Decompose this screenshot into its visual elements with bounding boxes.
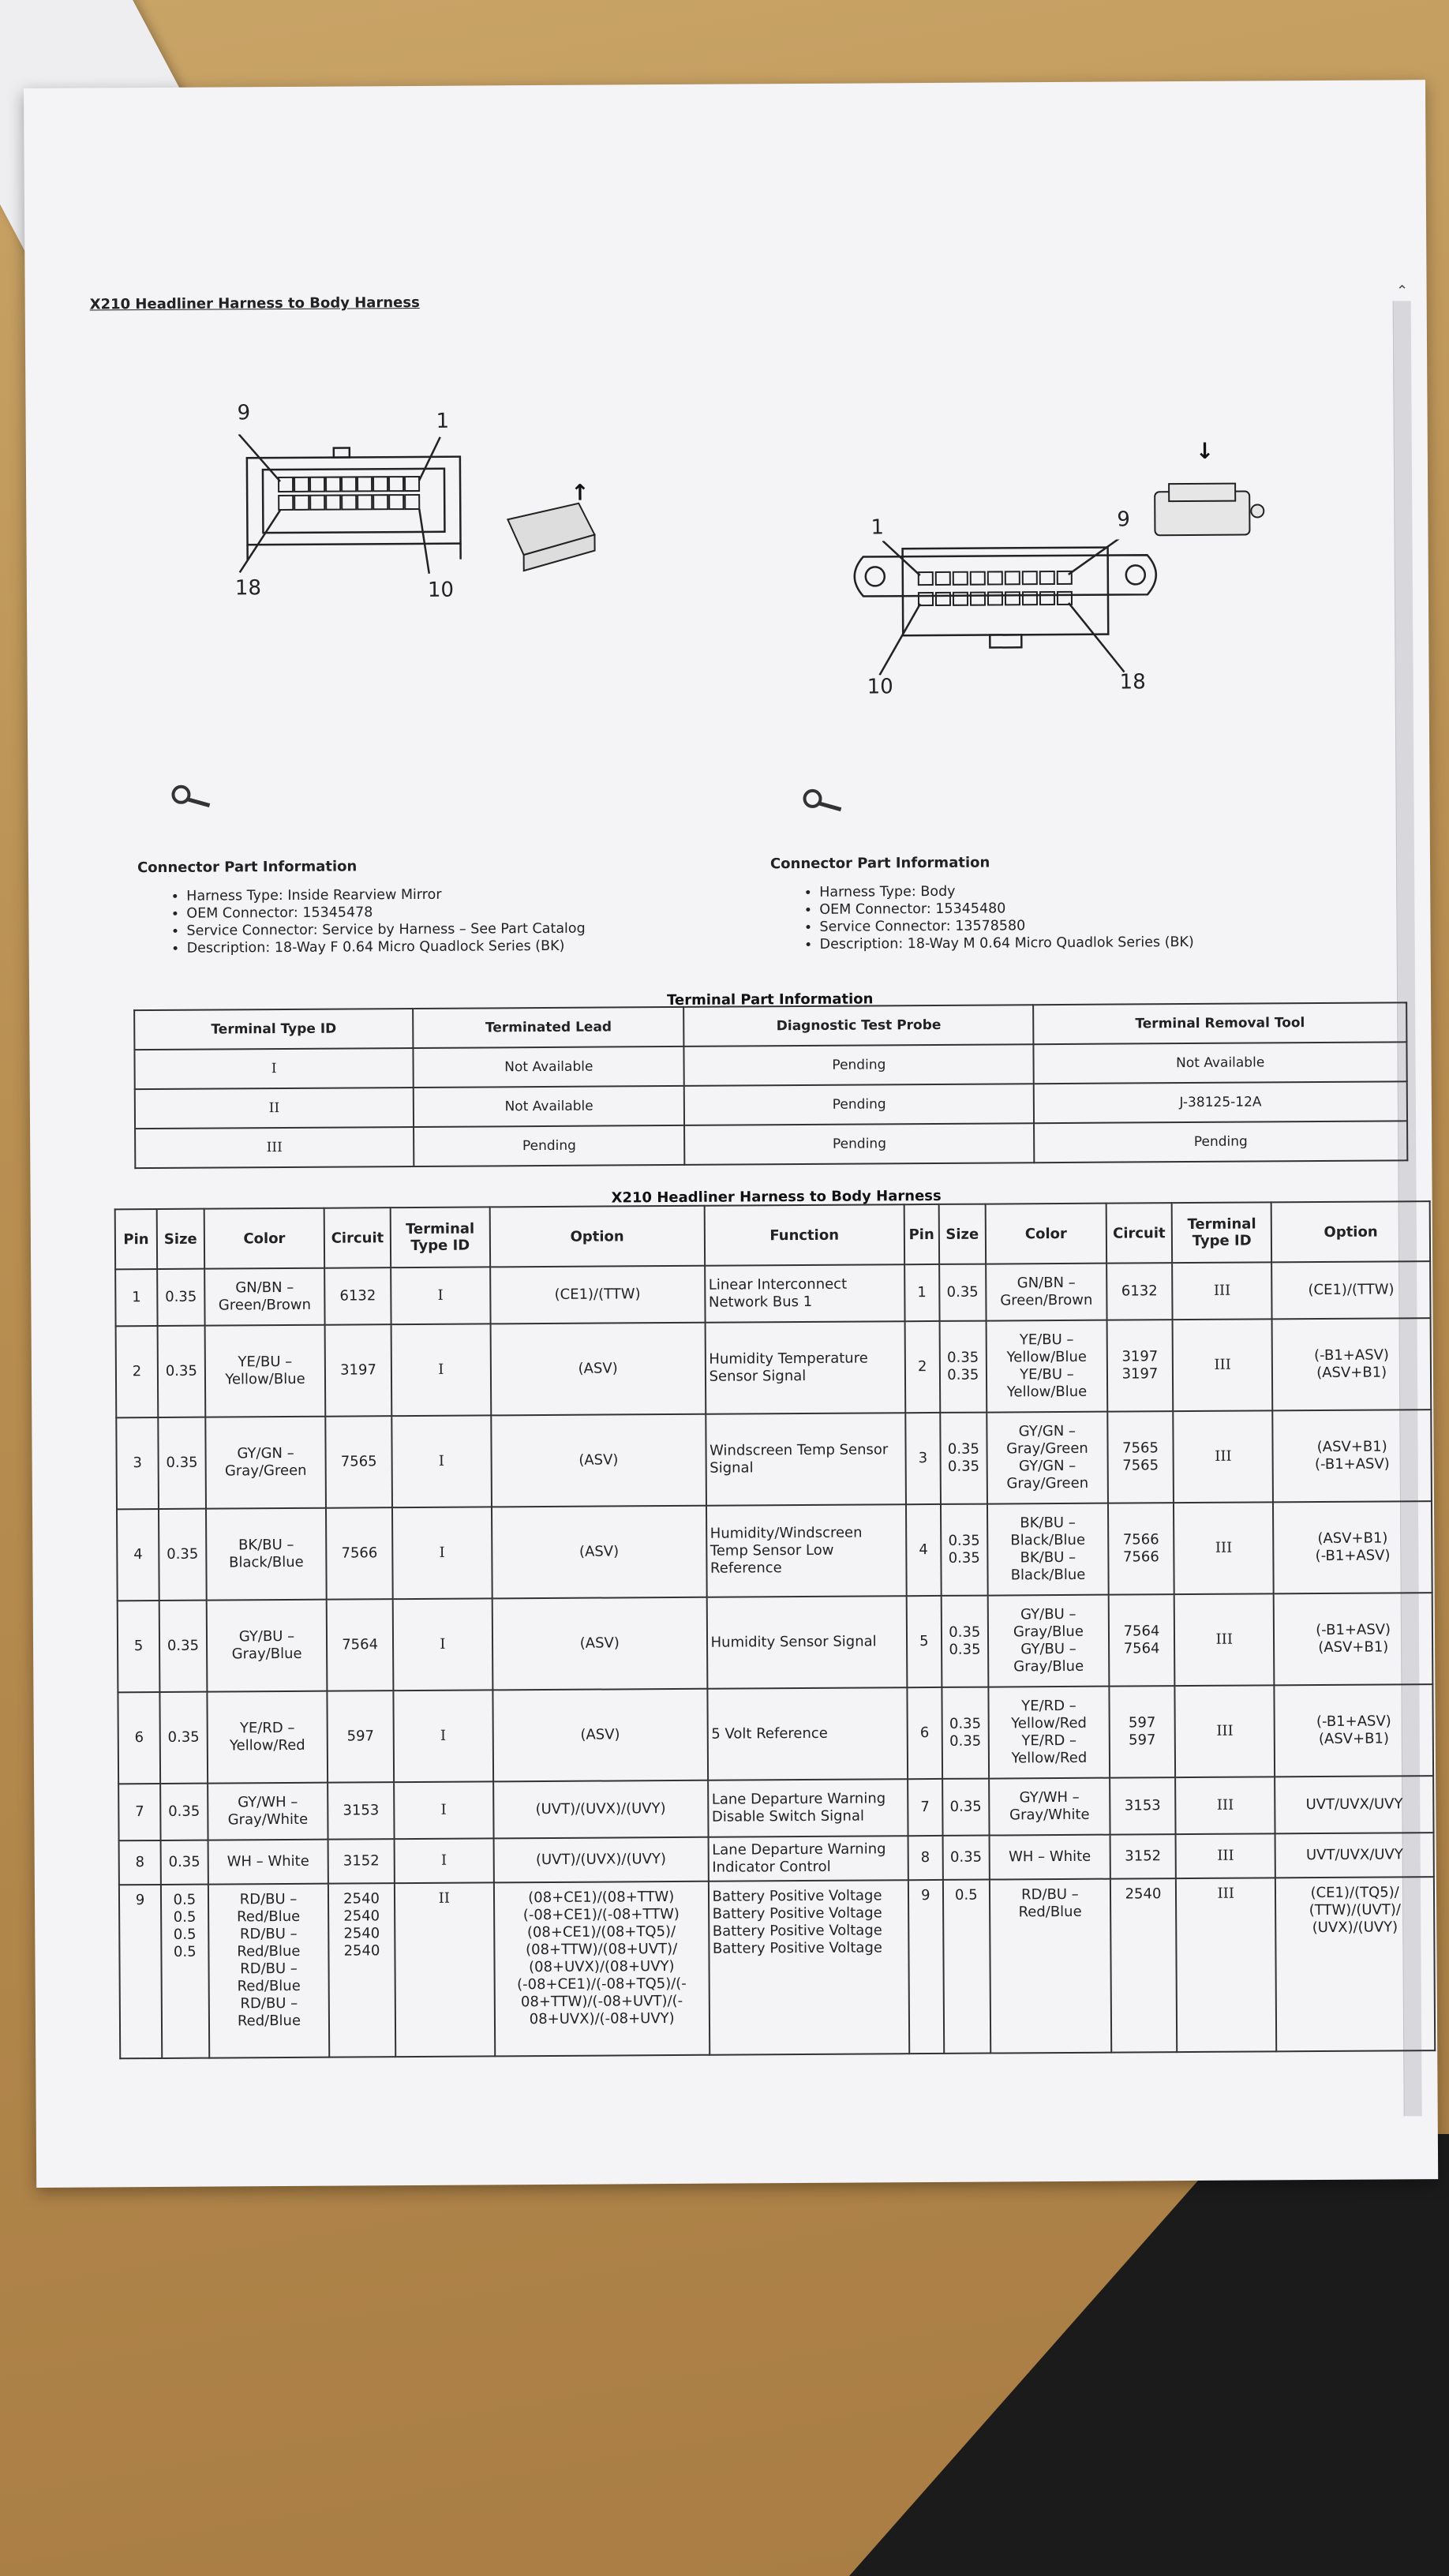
table-row — [116, 1318, 1432, 1417]
table-cell: I — [391, 1324, 491, 1416]
right-pin-label-9: 9 — [1117, 507, 1131, 532]
table-cell: (UVT)/(UVX)/(UVY) — [493, 1780, 708, 1839]
table-cell: 6132 — [1106, 1263, 1173, 1320]
table-cell: III — [1174, 1502, 1274, 1594]
left-pin-label-10: 10 — [427, 578, 455, 602]
table-cell: 0.5 0.5 0.5 0.5 — [161, 1885, 209, 2058]
table-cell: III — [1175, 1685, 1275, 1777]
table-header-row — [115, 1201, 1430, 1269]
table-header: Function — [704, 1204, 904, 1266]
right-info-title: Connector Part Information — [769, 854, 990, 873]
table-cell: YE/RD – Yellow/Red — [207, 1691, 328, 1784]
table-header: Terminal Type ID — [390, 1207, 490, 1267]
table-cell: Lane Departure Warning Indicator Control — [708, 1836, 908, 1881]
table-cell: 0.35 0.35 — [939, 1321, 987, 1413]
table-cell: (ASV) — [492, 1506, 706, 1599]
table-cell: YE/BU – Yellow/Blue — [204, 1325, 325, 1417]
table-cell: 0.35 0.35 — [941, 1596, 988, 1687]
table-cell: GY/GN – Gray/Green — [205, 1417, 326, 1509]
table-cell: 0.35 — [939, 1264, 987, 1321]
table-cell: GY/WH – Gray/White — [208, 1783, 328, 1840]
table-cell: 6 — [907, 1687, 942, 1779]
left-info-title: Connector Part Information — [137, 858, 358, 877]
right-connector-diagram — [840, 539, 1172, 676]
table-cell: III — [1176, 1878, 1277, 2052]
table-cell: Humidity Temperature Sensor Signal — [705, 1321, 905, 1414]
table-cell: GY/GN – Gray/Green GY/GN – Gray/Green — [987, 1412, 1107, 1504]
table-cell: Not Available — [1034, 1042, 1407, 1084]
table-cell: Pending — [414, 1125, 685, 1166]
table-header: Size — [938, 1204, 986, 1264]
table-row — [119, 1833, 1434, 1885]
table-cell: 0.35 — [157, 1269, 204, 1326]
table-cell: 3 — [116, 1417, 159, 1509]
table-cell: Pending — [684, 1123, 1034, 1165]
table-cell: III — [1174, 1593, 1275, 1686]
table-cell: GY/BU – Gray/Blue GY/BU – Gray/Blue — [988, 1595, 1109, 1687]
scroll-up-icon[interactable]: ⌃ — [1395, 283, 1409, 300]
table-cell: 3152 — [328, 1839, 395, 1884]
table-header: Color — [986, 1204, 1106, 1264]
right-magnifier-icon — [801, 786, 848, 818]
left-pin-label-18: 18 — [234, 576, 262, 601]
table-cell: 0.35 — [158, 1417, 205, 1509]
left-connector-diagram — [231, 432, 485, 576]
table-cell: III — [1173, 1410, 1273, 1503]
table-row — [135, 1121, 1407, 1168]
table-cell: (UVT)/(UVX)/(UVY) — [493, 1837, 708, 1883]
table-cell: Lane Departure Warning Disable Switch Signal — [708, 1779, 908, 1837]
table-row — [116, 1410, 1432, 1509]
table-cell: 9 — [119, 1885, 162, 2058]
table-cell: (CE1)/(TTW) — [490, 1266, 705, 1324]
table-cell: (ASV) — [492, 1689, 707, 1782]
table-cell: GN/BN – Green/Brown — [204, 1268, 325, 1326]
table-header: Circuit — [324, 1208, 391, 1268]
table-cell: 4 — [117, 1509, 159, 1601]
table-cell: 0.35 — [160, 1784, 208, 1840]
list-item: • OEM Connector: 15345478 — [186, 903, 585, 923]
table-cell: III — [135, 1127, 414, 1168]
table-cell: 3 — [905, 1413, 940, 1504]
table-cell: 7565 — [326, 1416, 392, 1508]
table-cell: YE/RD – Yellow/Red YE/RD – Yellow/Red — [988, 1687, 1109, 1779]
table-row — [118, 1593, 1433, 1692]
table-cell: 2 — [905, 1321, 940, 1413]
table-cell: 3153 — [328, 1782, 394, 1840]
table-cell: I — [394, 1838, 494, 1883]
pin-table — [114, 1200, 1436, 2059]
table-cell: 0.35 0.35 — [942, 1687, 989, 1779]
table-cell: (CE1)/(TTW) — [1271, 1261, 1430, 1319]
right-pin-label-10: 10 — [867, 675, 893, 699]
table-cell: 3197 — [325, 1324, 391, 1417]
table-cell: Pending — [684, 1044, 1034, 1086]
table-cell: 1 — [904, 1264, 939, 1321]
table-header: Pin — [904, 1204, 939, 1264]
table-cell: 5 — [118, 1601, 160, 1692]
table-header: Option — [490, 1206, 705, 1267]
table-cell: 7566 — [326, 1507, 392, 1600]
table-cell: Humidity/Windscreen Temp Sensor Low Reference — [706, 1504, 907, 1597]
table-cell: III — [1176, 1833, 1276, 1878]
table-cell: (CE1)/(TQ5)/ (TTW)/(UVT)/ (UVX)/(UVY) — [1275, 1877, 1435, 2051]
list-item: • Description: 18-Way F 0.64 Micro Quadlock Series (BK) — [187, 938, 586, 957]
table-cell: I — [391, 1415, 492, 1507]
table-cell: II — [395, 1882, 496, 2057]
table-cell: BK/BU – Black/Blue BK/BU – Black/Blue — [987, 1503, 1108, 1596]
table-cell: 2540 — [1110, 1878, 1178, 2053]
left-pin-label-1: 1 — [436, 409, 450, 433]
table-cell: 6 — [118, 1692, 160, 1784]
table-cell: Not Available — [414, 1046, 685, 1088]
table-cell: YE/BU – Yellow/Blue YE/BU – Yellow/Blue — [987, 1320, 1107, 1413]
table-row — [118, 1776, 1433, 1840]
table-cell: GY/WH – Gray/White — [989, 1778, 1110, 1836]
table-cell: Linear Interconnect Network Bus 1 — [705, 1264, 905, 1323]
list-item: • Description: 18-Way M 0.64 Micro Quadlok Series (BK) — [820, 934, 1194, 953]
table-cell: 0.35 — [159, 1509, 206, 1601]
table-cell: 4 — [906, 1504, 941, 1596]
table-header: Size — [157, 1209, 204, 1269]
table-cell: UVT/UVX/UVY — [1275, 1833, 1434, 1878]
table-cell: 5 — [907, 1596, 942, 1687]
table-cell: GY/BU – Gray/Blue — [206, 1600, 327, 1692]
right-info-list — [802, 882, 1194, 953]
table-cell: Not Available — [414, 1086, 685, 1127]
table-cell: J-38125-12A — [1034, 1081, 1407, 1123]
table-cell: 0.35 — [160, 1692, 208, 1784]
table-cell: III — [1173, 1319, 1273, 1411]
table-header: Terminal Removal Tool — [1033, 1002, 1406, 1044]
table-cell: 7566 7566 — [1108, 1503, 1174, 1595]
list-item: • OEM Connector: 15345480 — [819, 899, 1193, 919]
right-arrow-down-icon: ↓ — [1195, 437, 1215, 464]
table-cell: BK/BU – Black/Blue — [206, 1508, 327, 1601]
table-cell: 7564 — [327, 1599, 393, 1691]
table-cell: 0.35 — [942, 1836, 990, 1880]
table-cell: I — [394, 1781, 494, 1839]
table-cell: (08+CE1)/(08+TTW) (-08+CE1)/(-08+TTW) (08+CE1)/(08+TQ5)/ (08+TTW)/(08+UVT)/ (08+UVX)/(08+UVY) (-08+CE1)/(-08+TQ5)/(- 08+TTW)/(-08+UVT)/(- 08+UVX)/(-08+UVY) — [494, 1881, 710, 2057]
table-cell: 7 — [118, 1784, 161, 1840]
table-cell: 3153 — [1110, 1777, 1176, 1835]
table-cell: 2540 2540 2540 2540 — [328, 1883, 395, 2057]
table-header: Terminal Type ID — [1172, 1202, 1272, 1263]
right-pin-label-1: 1 — [871, 515, 885, 540]
list-item: • Service Connector: 13578580 — [819, 916, 1193, 936]
table-header: Terminal Type ID — [134, 1009, 413, 1050]
table-cell: (ASV+B1) (-B1+ASV) — [1273, 1410, 1432, 1502]
page-title: X210 Headliner Harness to Body Harness — [89, 294, 420, 313]
left-connector-3d-icon — [500, 487, 611, 575]
table-row — [119, 1877, 1435, 2058]
table-cell: RD/BU – Red/Blue RD/BU – Red/Blue RD/BU – Red/Blue RD/BU – Red/Blue — [208, 1884, 330, 2058]
table-cell: 6132 — [324, 1267, 391, 1325]
table-cell: 0.5 — [942, 1880, 990, 2054]
table-header: Circuit — [1106, 1203, 1172, 1264]
left-pin-label-9: 9 — [237, 401, 251, 425]
left-magnifier-icon — [170, 782, 217, 814]
table-cell: (-B1+ASV) (ASV+B1) — [1274, 1593, 1432, 1685]
table-cell: 0.35 — [161, 1840, 208, 1885]
table-cell: RD/BU – Red/Blue — [990, 1879, 1111, 2054]
list-item: • Harness Type: Body — [819, 882, 1193, 901]
table-cell: WH – White — [990, 1835, 1110, 1880]
table-cell: Battery Positive Voltage Battery Positive Voltage Battery Positive Voltage Battery Positive Voltage — [708, 1880, 909, 2055]
table-row — [115, 1261, 1430, 1326]
table-cell: 0.35 0.35 — [940, 1413, 987, 1504]
table-cell: 1 — [115, 1269, 158, 1326]
table-cell: Pending — [1034, 1121, 1407, 1163]
table-cell: 7 — [908, 1779, 942, 1836]
table-cell: (ASV) — [490, 1323, 705, 1416]
table-cell: Windscreen Temp Sensor Signal — [706, 1413, 906, 1506]
table-header: Pin — [115, 1209, 158, 1269]
table-row — [118, 1684, 1433, 1784]
table-cell: I — [392, 1507, 492, 1599]
right-connector-3d-icon — [1147, 475, 1274, 555]
table-cell: I — [392, 1598, 492, 1690]
table-cell: I — [134, 1048, 413, 1089]
document-page — [24, 80, 1438, 2188]
terminal-info-title: Terminal Part Information — [667, 990, 874, 1009]
table-cell: 7565 7565 — [1107, 1411, 1174, 1503]
table-header: Option — [1271, 1201, 1430, 1262]
table-cell: 3197 3197 — [1106, 1320, 1173, 1412]
left-arrow-up-icon: ↑ — [571, 479, 590, 506]
table-header: Color — [204, 1208, 324, 1269]
table-cell: (ASV) — [491, 1414, 706, 1507]
table-cell: 597 — [328, 1690, 394, 1783]
table-cell: 5 Volt Reference — [707, 1687, 908, 1780]
table-cell: WH – White — [208, 1840, 328, 1885]
table-cell: 0.35 0.35 — [941, 1504, 988, 1596]
table-cell: 0.35 — [158, 1326, 205, 1417]
pin-table-title: X210 Headliner Harness to Body Harness — [611, 1187, 942, 1207]
table-cell: 3152 — [1110, 1834, 1176, 1879]
table-cell: 0.35 — [942, 1779, 990, 1836]
table-cell: 2 — [116, 1326, 159, 1417]
table-cell: I — [391, 1267, 491, 1324]
table-cell: Pending — [684, 1084, 1034, 1125]
table-cell: 8 — [119, 1840, 161, 1885]
terminal-info-table — [133, 1002, 1408, 1169]
list-item: • Harness Type: Inside Rearview Mirror — [186, 886, 585, 905]
table-header: Terminated Lead — [413, 1007, 684, 1048]
table-cell: GN/BN – Green/Brown — [986, 1264, 1106, 1321]
table-cell: 8 — [908, 1836, 943, 1880]
table-header: Diagnostic Test Probe — [683, 1005, 1033, 1046]
table-cell: (ASV) — [492, 1597, 707, 1690]
left-info-list — [169, 886, 586, 957]
table-cell: UVT/UVX/UVY — [1275, 1776, 1433, 1833]
right-pin-label-18: 18 — [1119, 670, 1146, 695]
table-cell: (-B1+ASV) (ASV+B1) — [1272, 1318, 1431, 1410]
list-item: • Service Connector: Service by Harness – See Part Catalog — [186, 920, 585, 940]
table-cell: III — [1175, 1777, 1275, 1834]
table-cell: (ASV+B1) (-B1+ASV) — [1273, 1501, 1432, 1593]
table-cell: 0.35 — [159, 1601, 207, 1692]
table-cell: 597 597 — [1109, 1686, 1175, 1778]
table-cell: III — [1172, 1262, 1272, 1320]
table-cell: Humidity Sensor Signal — [706, 1596, 907, 1689]
dark-background — [849, 2134, 1449, 2576]
table-cell: 9 — [908, 1880, 944, 2054]
table-cell: I — [393, 1690, 493, 1782]
table-cell: 7564 7564 — [1108, 1594, 1174, 1687]
table-row — [117, 1501, 1432, 1601]
table-cell: II — [135, 1088, 414, 1129]
table-cell: (-B1+ASV) (ASV+B1) — [1275, 1684, 1433, 1777]
